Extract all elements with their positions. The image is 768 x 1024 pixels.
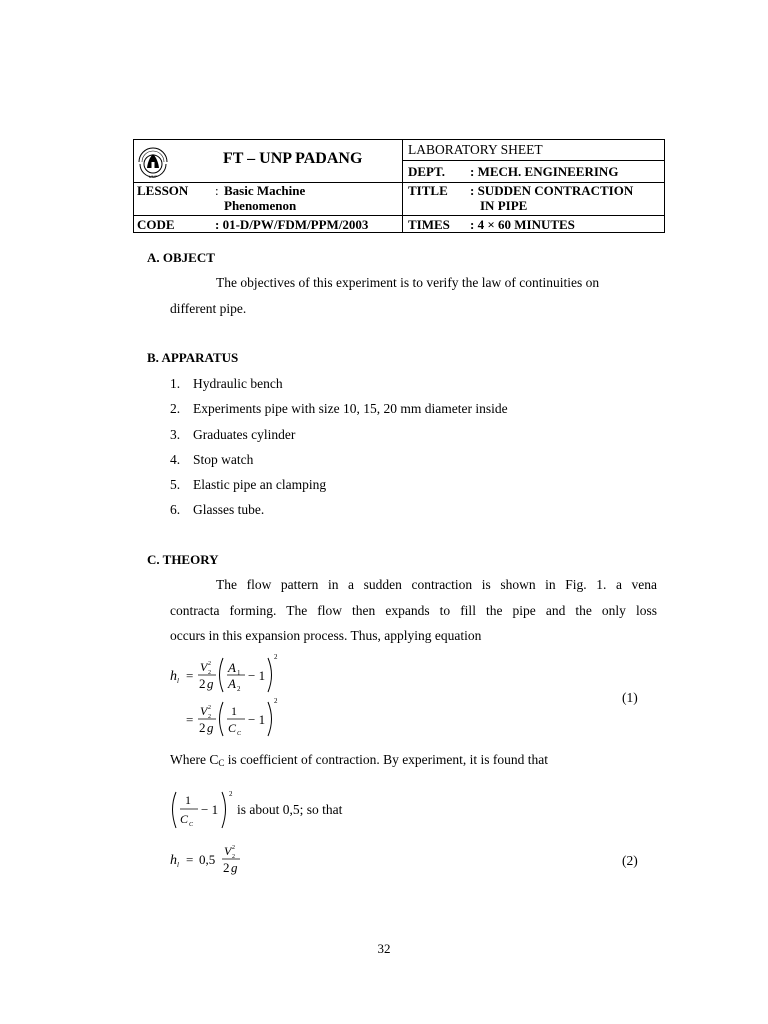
eq-subscript: l — [177, 861, 179, 869]
eq-subscript: 2 — [237, 685, 241, 693]
eq-symbol: V — [224, 844, 232, 858]
eq-superscript: 2 — [274, 697, 278, 705]
code-label: CODE — [137, 217, 175, 232]
list-item-number: 3. — [170, 427, 181, 442]
title-value-line1: : SUDDEN CONTRACTION — [470, 183, 634, 198]
section-c-heading: C. THEORY — [147, 552, 219, 567]
eq-subscript: 2 — [232, 854, 235, 860]
eq-symbol: g — [207, 676, 214, 691]
equation-2 — [168, 838, 258, 884]
eq-subscript: C — [237, 731, 242, 737]
eq-superscript: 2 — [208, 661, 211, 667]
eq-symbol: = — [186, 852, 194, 867]
list-item-number: 4. — [170, 452, 181, 467]
divider — [134, 215, 664, 216]
title-value-line2: IN PIPE — [480, 198, 528, 213]
section-b-heading: B. APPARATUS — [147, 350, 239, 365]
lesson-label: LESSON — [137, 183, 189, 198]
list-item: Stop watch — [193, 452, 254, 467]
lab-sheet-label: LABORATORY SHEET — [408, 142, 543, 157]
eq-symbol: g — [231, 860, 238, 875]
eq-symbol: = — [186, 712, 194, 727]
eq-symbol: g — [207, 720, 214, 735]
divider — [402, 140, 403, 232]
times-value: : 4 × 60 MINUTES — [470, 217, 575, 232]
about-text: is about 0,5; so that — [237, 802, 343, 817]
institution-name: FT – UNP PADANG — [223, 150, 363, 167]
dept-label: DEPT. — [408, 164, 445, 179]
times-label: TIMES — [408, 217, 450, 232]
eq-subscript: 2 — [208, 670, 211, 676]
list-item: Elastic pipe an clamping — [193, 477, 327, 492]
eq-superscript: 2 — [208, 705, 211, 711]
eq-symbol: 1 — [231, 704, 237, 718]
theory-paragraph-line2: contracta forming. The flow then expands to fill the pipe and the only loss — [170, 603, 657, 618]
eq-subscript: 1 — [237, 669, 241, 677]
eq-symbol: − 1 — [201, 802, 219, 817]
object-paragraph-line1: The objectives of this experiment is to verify the law of continuities on — [216, 275, 600, 290]
lesson-separator: : — [215, 183, 219, 198]
lesson-value-line2: Phenomenon — [224, 198, 297, 213]
eq-subscript: C — [189, 822, 194, 828]
section-a-heading: A. OBJECT — [147, 250, 215, 265]
where-subscript: C — [218, 758, 225, 768]
theory-paragraph-line3: occurs in this expansion process. Thus, applying equation — [170, 628, 482, 643]
where-line — [170, 752, 657, 771]
eq-symbol: 1 — [185, 793, 191, 807]
eq-symbol: A — [228, 660, 236, 675]
divider — [402, 160, 664, 161]
eq-symbol: h — [170, 853, 177, 868]
eq-symbol: 2 — [223, 860, 230, 875]
eq-symbol: − 1 — [248, 668, 266, 683]
eq-symbol: 2 — [199, 720, 206, 735]
eq-subscript: 2 — [208, 714, 211, 720]
lesson-value-line1: Basic Machine — [224, 183, 306, 198]
dept-value: : MECH. ENGINEERING — [470, 164, 619, 179]
theory-paragraph-line1: The flow pattern in a sudden contraction is shown in Fig. 1. a vena — [216, 577, 657, 592]
list-item-number: 1. — [170, 376, 181, 391]
where-rest: is coefficient of contraction. By experiment, it is found that — [224, 752, 549, 767]
eq-superscript: 2 — [232, 845, 235, 851]
university-logo — [136, 142, 170, 180]
equation-1 — [168, 650, 298, 742]
list-item: Glasses tube. — [193, 502, 265, 517]
header-table — [133, 139, 665, 233]
where-text: Where C — [170, 752, 219, 767]
eq-symbol: = — [186, 668, 194, 683]
list-item: Experiments pipe with size 10, 15, 20 mm diameter inside — [193, 401, 508, 416]
list-item-number: 2. — [170, 401, 181, 416]
eq-symbol: C — [180, 812, 189, 826]
eq-symbol: 2 — [199, 676, 206, 691]
eq-subscript: l — [177, 677, 179, 685]
page-number: 32 — [377, 941, 391, 956]
eq-symbol: 0,5 — [199, 852, 216, 867]
eq-symbol: V — [200, 660, 208, 674]
logo-text: UNP — [148, 174, 158, 179]
eq-superscript: 2 — [229, 790, 233, 798]
equation-2-number: (2) — [622, 853, 638, 868]
code-value: : 01-D/PW/FDM/PPM/2003 — [215, 217, 369, 232]
object-paragraph-line2: different pipe. — [170, 301, 247, 316]
equation-1-number: (1) — [622, 690, 638, 705]
eq-symbol: C — [228, 721, 237, 735]
eq-superscript: 2 — [274, 653, 278, 661]
eq-symbol: h — [170, 669, 177, 684]
title-label: TITLE — [408, 183, 448, 198]
eq-symbol: − 1 — [248, 712, 266, 727]
eq-symbol: V — [200, 704, 208, 718]
list-item-number: 6. — [170, 502, 181, 517]
list-item: Graduates cylinder — [193, 427, 296, 442]
list-item-number: 5. — [170, 477, 181, 492]
eq-symbol: A — [228, 676, 236, 691]
list-item: Hydraulic bench — [193, 376, 283, 391]
cc-expression — [168, 788, 244, 834]
